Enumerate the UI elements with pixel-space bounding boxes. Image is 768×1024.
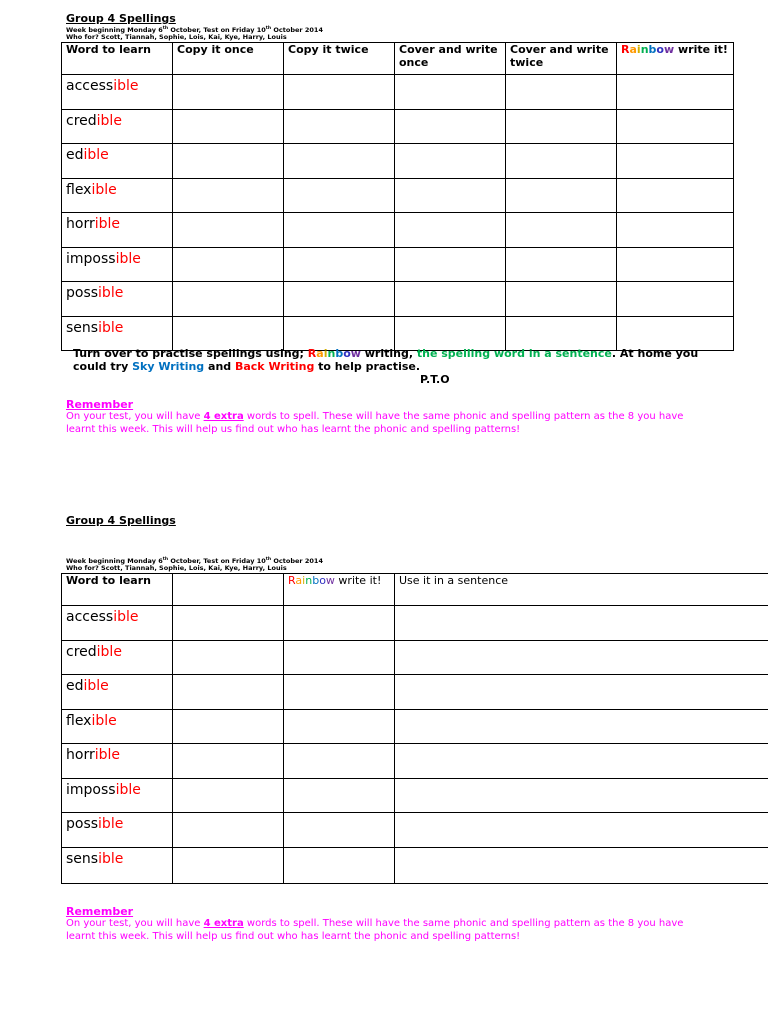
writing-cell[interactable]: [173, 247, 284, 282]
writing-cell[interactable]: [395, 813, 768, 848]
spelling-word: sensible: [66, 319, 124, 336]
spelling-word: accessible: [66, 78, 139, 94]
spelling-word: possible: [66, 816, 124, 832]
spelling-word: impossible: [66, 250, 141, 267]
writing-cell[interactable]: [284, 744, 395, 779]
writing-cell[interactable]: [395, 675, 768, 710]
table-row: [62, 640, 768, 675]
writing-cell[interactable]: [617, 316, 734, 351]
table-row: [62, 709, 768, 744]
writing-cell[interactable]: [395, 247, 506, 282]
table-row: [62, 178, 734, 213]
spelling-word: credible: [66, 643, 122, 660]
writing-cell[interactable]: [284, 247, 395, 282]
word-cell: [62, 744, 173, 779]
word-cell: [62, 813, 173, 848]
table-row: [62, 75, 734, 110]
writing-cell[interactable]: [284, 144, 395, 179]
word-cell: [62, 709, 173, 744]
col-header: Use it in a sentence: [395, 574, 768, 606]
col-header: Copy it twice: [284, 43, 395, 75]
writing-cell[interactable]: [173, 813, 284, 848]
spelling-word: edible: [66, 147, 109, 163]
writing-cell[interactable]: [395, 178, 506, 213]
writing-cell[interactable]: [395, 640, 768, 675]
word-cell: [62, 144, 173, 179]
writing-cell[interactable]: [284, 778, 395, 813]
writing-cell[interactable]: [173, 744, 284, 779]
page-title: Group 4 Spellings: [66, 12, 176, 25]
table-row: [62, 213, 734, 248]
writing-cell[interactable]: [173, 316, 284, 351]
spelling-word: flexible: [66, 712, 117, 729]
spelling-word: edible: [66, 678, 109, 694]
table-row: [62, 847, 768, 883]
spelling-table-1: [61, 42, 734, 351]
table-header-row: [62, 43, 734, 75]
who-for-2: Who for? Scott, Tiannah, Sophie, Lois, Kai, Kye, Harry, Louis: [66, 564, 287, 572]
writing-cell[interactable]: [506, 213, 617, 248]
col-header: Copy it once: [173, 43, 284, 75]
writing-cell[interactable]: [284, 606, 395, 641]
writing-cell[interactable]: [617, 247, 734, 282]
spelling-word: horrible: [66, 216, 120, 232]
table-row: [62, 813, 768, 848]
table-row: [62, 144, 734, 179]
writing-cell[interactable]: [284, 813, 395, 848]
writing-cell[interactable]: [173, 178, 284, 213]
spelling-table-2: [61, 573, 768, 884]
writing-cell[interactable]: [395, 282, 506, 317]
spelling-word: impossible: [66, 781, 141, 798]
writing-cell[interactable]: [395, 75, 506, 110]
word-cell: [62, 847, 173, 883]
spelling-word: possible: [66, 285, 124, 301]
who-for: Who for? Scott, Tiannah, Sophie, Lois, Kai, Kye, Harry, Louis: [66, 33, 287, 41]
table-row: [62, 109, 734, 144]
spelling-word: flexible: [66, 181, 117, 198]
word-cell: [62, 213, 173, 248]
remember-text-2: On your test, you will have 4 extra words to spell. These will have the same phonic and spelling pattern as the 8 you have learnt this week. This will help us find out who has learnt the phonic and spelling patterns!: [66, 918, 684, 942]
word-cell: [62, 282, 173, 317]
word-cell: [62, 778, 173, 813]
writing-cell[interactable]: [173, 282, 284, 317]
col-header-rainbow: Rainbow write it!: [617, 43, 734, 75]
table-header-row: [62, 574, 768, 606]
writing-cell[interactable]: [617, 75, 734, 110]
writing-cell[interactable]: [506, 109, 617, 144]
word-cell: [62, 675, 173, 710]
col-header-rainbow: Rainbow write it!: [284, 574, 395, 606]
writing-cell[interactable]: [284, 709, 395, 744]
writing-cell[interactable]: [284, 675, 395, 710]
table-row: [62, 247, 734, 282]
writing-cell[interactable]: [395, 709, 768, 744]
writing-cell[interactable]: [173, 144, 284, 179]
practise-instructions: Turn over to practise spellings using; Rainbow writing, the spelling word in a sentence. At home you could try Sky Writing and Back Writing to help practise.: [73, 347, 699, 373]
word-cell: [62, 178, 173, 213]
col-header: Cover and write twice: [506, 43, 617, 75]
writing-cell[interactable]: [173, 213, 284, 248]
table-row: [62, 282, 734, 317]
writing-cell[interactable]: [173, 709, 284, 744]
writing-cell[interactable]: [395, 744, 768, 779]
writing-cell[interactable]: [617, 282, 734, 317]
spelling-word: horrible: [66, 747, 120, 763]
writing-cell[interactable]: [395, 316, 506, 351]
pto-label: P.T.O: [420, 373, 450, 386]
week-info-2: Week beginning Monday 6th October, Test on Friday 10th October 2014: [66, 557, 323, 566]
writing-cell[interactable]: [617, 178, 734, 213]
writing-cell[interactable]: [395, 109, 506, 144]
writing-cell[interactable]: [395, 144, 506, 179]
table-row: [62, 675, 768, 710]
writing-cell[interactable]: [173, 109, 284, 144]
table-row: [62, 778, 768, 813]
writing-cell[interactable]: [617, 144, 734, 179]
word-cell: [62, 247, 173, 282]
writing-cell[interactable]: [284, 75, 395, 110]
table-row: [62, 316, 734, 351]
writing-cell[interactable]: [284, 316, 395, 351]
writing-cell[interactable]: [506, 247, 617, 282]
writing-cell[interactable]: [284, 178, 395, 213]
table-row: [62, 606, 768, 641]
writing-cell[interactable]: [173, 847, 284, 883]
writing-cell[interactable]: [173, 675, 284, 710]
writing-cell[interactable]: [506, 178, 617, 213]
spelling-word: sensible: [66, 850, 124, 867]
writing-cell[interactable]: [284, 640, 395, 675]
week-info: Week beginning Monday 6th October, Test on Friday 10th October 2014: [66, 26, 323, 35]
writing-cell[interactable]: [395, 606, 768, 641]
writing-cell[interactable]: [284, 282, 395, 317]
table-row: [62, 744, 768, 779]
word-cell: [62, 316, 173, 351]
spelling-word: accessible: [66, 609, 139, 625]
rainbow-word: Rainbow: [307, 347, 361, 360]
writing-cell[interactable]: [284, 213, 395, 248]
writing-cell[interactable]: [506, 75, 617, 110]
writing-cell[interactable]: [173, 778, 284, 813]
col-header: Cover and write once: [395, 43, 506, 75]
word-cell: [62, 109, 173, 144]
writing-cell[interactable]: [395, 213, 506, 248]
page-title-2: Group 4 Spellings: [66, 514, 176, 527]
writing-cell[interactable]: [617, 213, 734, 248]
writing-cell[interactable]: [506, 316, 617, 351]
writing-cell[interactable]: [284, 847, 395, 883]
writing-cell[interactable]: [506, 282, 617, 317]
word-cell: [62, 606, 173, 641]
remember-heading: Remember: [66, 398, 134, 411]
rainbow-word: Rainbow: [621, 43, 675, 56]
writing-cell[interactable]: [617, 109, 734, 144]
rainbow-word: Rainbow: [288, 574, 335, 587]
spelling-word: credible: [66, 112, 122, 129]
word-cell: [62, 640, 173, 675]
writing-cell[interactable]: [173, 75, 284, 110]
writing-cell[interactable]: [395, 847, 768, 883]
col-header-blank: [173, 574, 284, 606]
writing-cell[interactable]: [395, 778, 768, 813]
writing-cell[interactable]: [284, 109, 395, 144]
col-header: Word to learn: [62, 574, 173, 606]
word-cell: [62, 75, 173, 110]
remember-heading-2: Remember: [66, 905, 134, 918]
col-header: Word to learn: [62, 43, 173, 75]
writing-cell[interactable]: [173, 606, 284, 641]
writing-cell[interactable]: [173, 640, 284, 675]
remember-text: On your test, you will have 4 extra words to spell. These will have the same phonic and spelling pattern as the 8 you have learnt this week. This will help us find out who has learnt the phonic and spelling patterns!: [66, 411, 684, 435]
writing-cell[interactable]: [506, 144, 617, 179]
